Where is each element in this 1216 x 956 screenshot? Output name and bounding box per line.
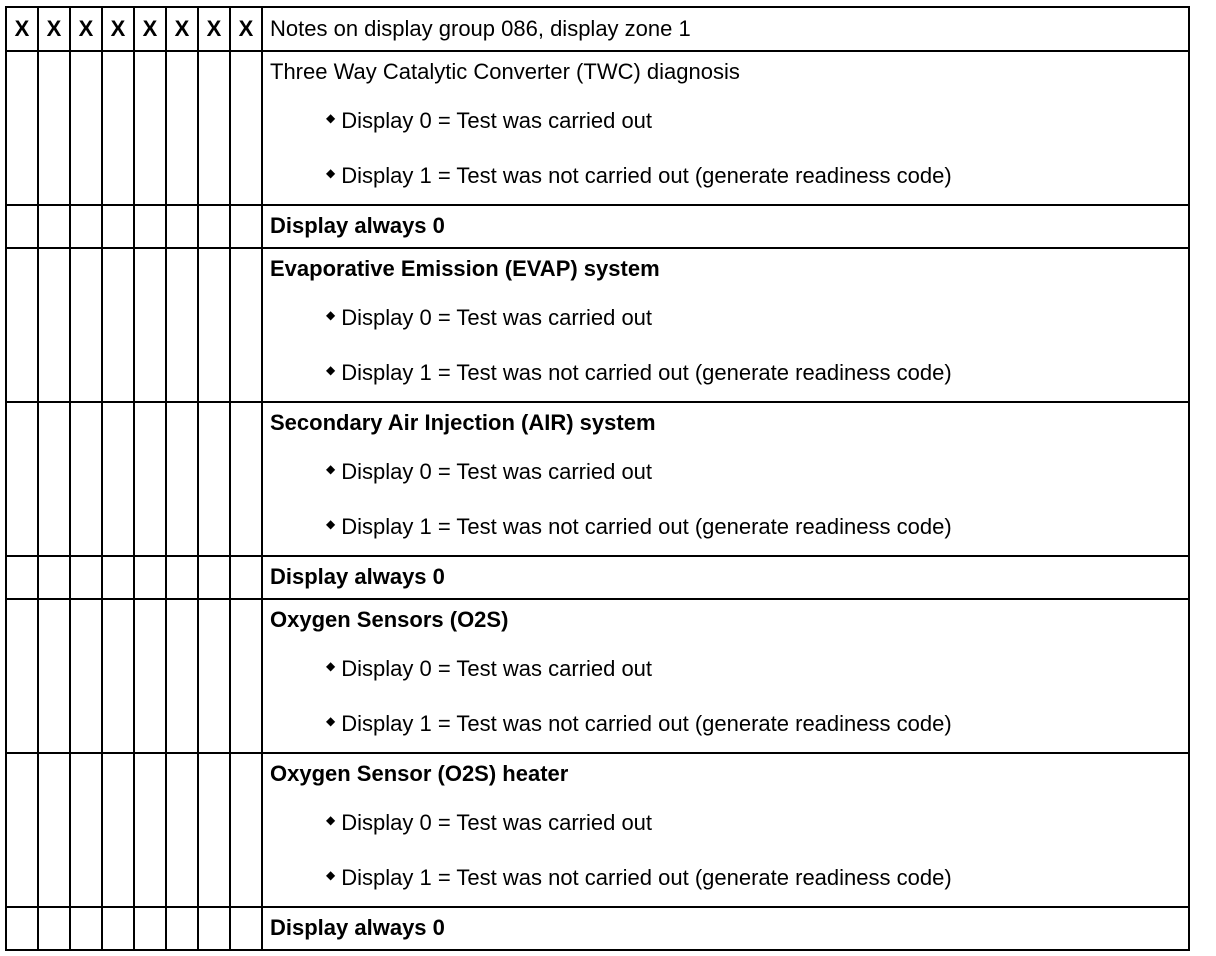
bit-cell — [38, 402, 70, 556]
bullet-text: Display 1 = Test was not carried out (generate readiness code) — [341, 514, 952, 539]
bit-cell — [102, 556, 134, 599]
bit-cell — [166, 51, 198, 205]
bit-cell — [70, 599, 102, 753]
notes-cell — [262, 51, 1189, 205]
bit-cell — [70, 205, 102, 248]
bit-cell — [38, 205, 70, 248]
bit-header-6: X — [166, 7, 198, 51]
bullet-diamond-icon: ◆ — [326, 868, 336, 882]
bit-cell — [102, 402, 134, 556]
table-row — [6, 248, 1189, 402]
bullet-item — [270, 345, 1188, 400]
bit-cell — [102, 753, 134, 907]
bullet-item — [270, 290, 1188, 345]
bullet-item — [270, 696, 1188, 751]
notes-header-title: Notes on display group 086, display zone 1 — [262, 7, 1189, 51]
bullet-item — [270, 499, 1188, 554]
bullet-text: Display 0 = Test was carried out — [341, 108, 653, 133]
bit-cell — [198, 205, 230, 248]
bullet-text: Display 0 = Test was carried out — [341, 459, 653, 484]
table-row — [6, 599, 1189, 753]
bit-cell — [102, 248, 134, 402]
bullet-item — [270, 148, 1188, 203]
bullet-item — [270, 641, 1188, 696]
notes-table-body — [6, 7, 1189, 950]
bit-cell — [70, 248, 102, 402]
table-row — [6, 51, 1189, 205]
bit-cell — [102, 599, 134, 753]
bit-cell — [6, 248, 38, 402]
bit-cell — [102, 205, 134, 248]
bit-cell — [230, 599, 262, 753]
bullet-text: Display 0 = Test was carried out — [341, 810, 653, 835]
row-title: Three Way Catalytic Converter (TWC) diagnosis — [270, 59, 740, 84]
bit-header-7: X — [198, 7, 230, 51]
bit-cell — [166, 907, 198, 950]
bit-cell — [6, 907, 38, 950]
bit-cell — [38, 599, 70, 753]
table-row — [6, 907, 1189, 950]
bit-cell — [38, 556, 70, 599]
bullet-diamond-icon: ◆ — [326, 517, 336, 531]
bit-cell — [6, 556, 38, 599]
bullet-item — [270, 850, 1188, 905]
bit-cell — [6, 599, 38, 753]
row-title: Evaporative Emission (EVAP) system — [270, 256, 660, 281]
bit-header-4: X — [102, 7, 134, 51]
bit-cell — [166, 599, 198, 753]
bit-cell — [230, 51, 262, 205]
notes-cell — [262, 753, 1189, 907]
bit-cell — [166, 556, 198, 599]
bullet-diamond-icon: ◆ — [326, 111, 336, 125]
bit-cell — [6, 753, 38, 907]
bit-header-2: X — [38, 7, 70, 51]
bullet-text: Display 1 = Test was not carried out (generate readiness code) — [341, 360, 952, 385]
bit-cell — [166, 248, 198, 402]
bullet-text: Display 0 = Test was carried out — [341, 305, 653, 330]
bullet-diamond-icon: ◆ — [326, 308, 336, 322]
bullet-diamond-icon: ◆ — [326, 166, 336, 180]
bit-cell — [134, 205, 166, 248]
bit-cell — [70, 907, 102, 950]
bullet-text: Display 1 = Test was not carried out (generate readiness code) — [341, 865, 952, 890]
bit-cell — [70, 402, 102, 556]
bit-cell — [166, 205, 198, 248]
bit-cell — [134, 402, 166, 556]
bit-cell — [70, 556, 102, 599]
bit-cell — [198, 248, 230, 402]
bit-cell — [230, 907, 262, 950]
bit-cell — [230, 556, 262, 599]
notes-cell — [262, 402, 1189, 556]
bit-cell — [38, 51, 70, 205]
bit-cell — [70, 753, 102, 907]
row-title: Display always 0 — [270, 564, 445, 589]
bit-cell — [230, 402, 262, 556]
header-row — [6, 7, 1189, 51]
bit-header-5: X — [134, 7, 166, 51]
row-title: Display always 0 — [270, 915, 445, 940]
bit-cell — [134, 907, 166, 950]
bullet-item — [270, 93, 1188, 148]
bullet-diamond-icon: ◆ — [326, 659, 336, 673]
bit-cell — [134, 248, 166, 402]
bit-cell — [70, 51, 102, 205]
bit-cell — [6, 205, 38, 248]
bit-cell — [198, 402, 230, 556]
bullet-diamond-icon: ◆ — [326, 813, 336, 827]
table-row — [6, 205, 1189, 248]
table-row — [6, 556, 1189, 599]
bit-cell — [230, 248, 262, 402]
bit-cell — [198, 599, 230, 753]
bit-cell — [198, 51, 230, 205]
row-title: Oxygen Sensors (O2S) — [270, 607, 509, 632]
bullet-text: Display 1 = Test was not carried out (generate readiness code) — [341, 711, 952, 736]
notes-cell — [262, 248, 1189, 402]
bullet-text: Display 0 = Test was carried out — [341, 656, 653, 681]
bit-cell — [6, 402, 38, 556]
bullet-diamond-icon: ◆ — [326, 714, 336, 728]
row-title: Secondary Air Injection (AIR) system — [270, 410, 656, 435]
bit-cell — [134, 556, 166, 599]
bit-cell — [166, 753, 198, 907]
bit-cell — [198, 556, 230, 599]
bit-cell — [230, 753, 262, 907]
notes-cell — [262, 556, 1189, 599]
bit-cell — [38, 753, 70, 907]
table-row — [6, 402, 1189, 556]
bullet-text: Display 1 = Test was not carried out (generate readiness code) — [341, 163, 952, 188]
bullet-item — [270, 444, 1188, 499]
bit-cell — [6, 51, 38, 205]
bit-cell — [134, 51, 166, 205]
bit-cell — [38, 907, 70, 950]
bit-cell — [198, 907, 230, 950]
bit-cell — [230, 205, 262, 248]
bit-cell — [166, 402, 198, 556]
bit-cell — [134, 599, 166, 753]
bit-header-8: X — [230, 7, 262, 51]
bit-header-1: X — [6, 7, 38, 51]
row-title: Oxygen Sensor (O2S) heater — [270, 761, 569, 786]
bit-cell — [198, 753, 230, 907]
table-row — [6, 753, 1189, 907]
notes-table — [5, 6, 1190, 951]
row-title: Display always 0 — [270, 213, 445, 238]
notes-cell — [262, 907, 1189, 950]
bullet-diamond-icon: ◆ — [326, 462, 336, 476]
bit-cell — [38, 248, 70, 402]
notes-cell — [262, 599, 1189, 753]
notes-cell — [262, 205, 1189, 248]
display-group-notes-sheet — [5, 6, 1190, 951]
bit-cell — [134, 753, 166, 907]
bullet-item — [270, 795, 1188, 850]
bit-cell — [102, 907, 134, 950]
bullet-diamond-icon: ◆ — [326, 363, 336, 377]
bit-header-3: X — [70, 7, 102, 51]
bit-cell — [102, 51, 134, 205]
